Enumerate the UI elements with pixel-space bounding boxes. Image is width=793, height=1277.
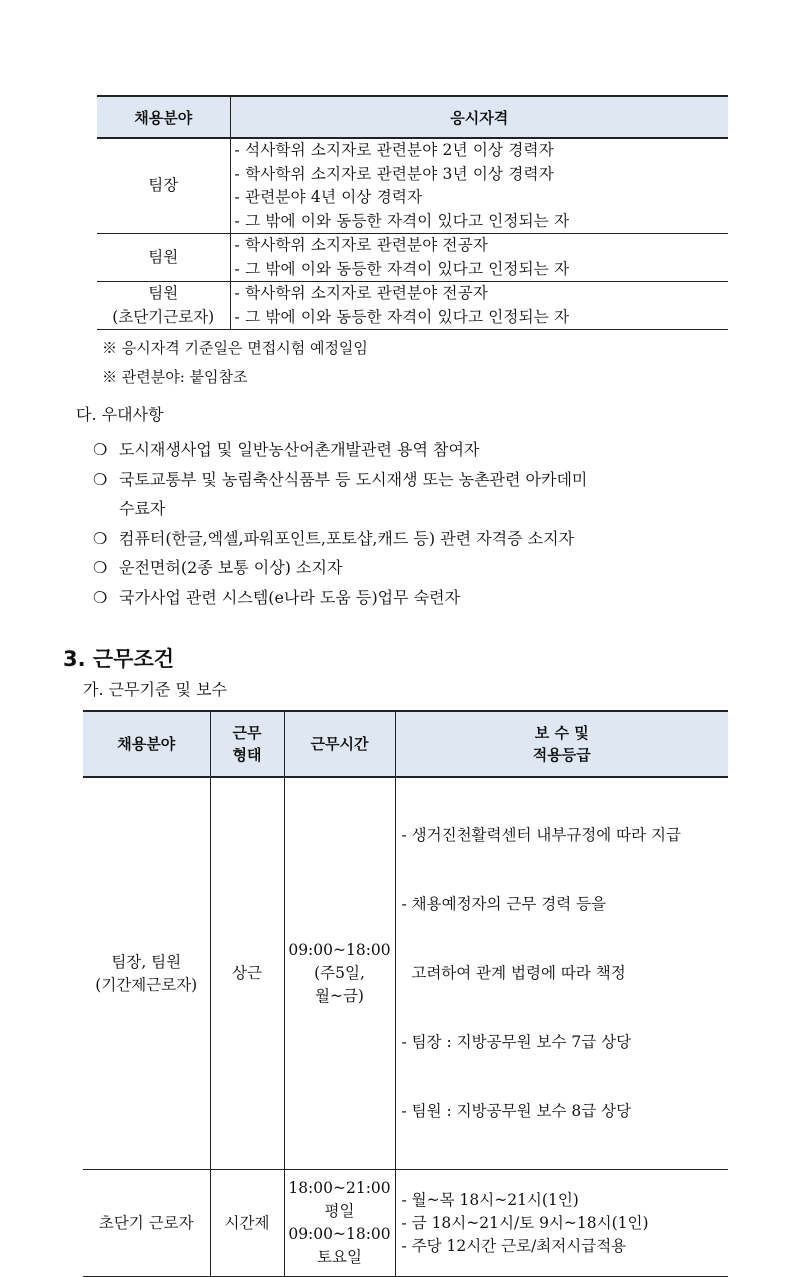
list-item: ❍ 국가사업 관련 시스템(e나라 도움 등)업무 숙련자 — [93, 583, 733, 613]
role-cell — [97, 282, 230, 330]
header-field: 채용분야 — [83, 711, 210, 777]
role-label: 팀원 — [148, 284, 179, 302]
qualification-item: - 관련분야 4년 이상 경력자 — [234, 188, 423, 206]
table-row — [97, 138, 728, 234]
header-work-type: 근무 형태 — [210, 711, 284, 777]
pay-cell: - 월~목 18시~21시(1인) - 금 18시~21시/토 9시~18시(1인) - 주당 12시간 근로/최저시급적용 — [395, 1170, 728, 1277]
header-field: 채용분야 — [97, 96, 230, 138]
note-related-field: ※ 관련분야: 붙임참조 — [102, 368, 248, 386]
header-qualification: 응시자격 — [230, 96, 728, 138]
circle-bullet-icon: ❍ — [93, 440, 108, 459]
table-row — [97, 282, 728, 330]
list-item: ❍ 도시재생사업 및 일반농산어촌개발관련 용역 참여자 — [93, 435, 733, 465]
circle-bullet-icon: ❍ — [93, 587, 108, 607]
circle-bullet-icon: ❍ — [93, 528, 108, 548]
field-cell: 초단기 근로자 — [83, 1170, 210, 1277]
list-item: ❍ 컴퓨터(한글,엑셀,파워포인트,포토샵,캐드 등) 관련 자격증 소지자 — [93, 524, 733, 554]
role-cell — [97, 234, 230, 282]
circle-bullet-icon: ❍ — [93, 469, 108, 489]
header-pay-grade: 보 수 및 적용등급 — [395, 711, 728, 777]
list-item-continuation: 수료자 — [119, 499, 166, 518]
table-row — [83, 1170, 728, 1277]
qualification-item: - 그 밖에 이와 동등한 자격이 있다고 인정되는 자 — [234, 307, 570, 326]
header-work-hours: 근무시간 — [284, 711, 395, 777]
section-title: 3. 근무조건 — [63, 647, 175, 671]
type-cell: 시간제 — [210, 1170, 284, 1277]
list-item: ❍ 국토교통부 및 농림축산식품부 등 도시재생 또는 농촌관련 아카데미 — [93, 465, 733, 495]
preference-list — [93, 435, 733, 612]
section-subtitle: 가. 근무기준 및 보수 — [83, 680, 227, 699]
table-row — [83, 777, 728, 1170]
hours-cell: 09:00~18:00 (주5일, 월~금) — [284, 777, 395, 1170]
type-cell: 상근 — [210, 777, 284, 1170]
qualification-item: - 그 밖에 이와 동등한 자격이 있다고 인정되는 자 — [234, 259, 570, 278]
note-criteria-date: ※ 응시자격 기준일은 면접시험 예정일임 — [102, 339, 368, 357]
circle-bullet-icon: ❍ — [93, 558, 108, 577]
field-cell: 팀장, 팀원 (기간제근로자) — [83, 777, 210, 1170]
qualification-item: - 그 밖에 이와 동등한 자격이 있다고 인정되는 자 — [234, 211, 570, 230]
table-row — [97, 234, 728, 282]
work-conditions-table — [83, 710, 728, 1277]
qualification-item: - 학사학위 소지자로 관련분야 3년 이상 경력자 — [234, 164, 554, 183]
role-cell — [97, 138, 230, 234]
qualification-cell — [230, 282, 728, 330]
pay-cell: - 생거진천활력센터 내부규정에 따라 지급 - 채용예정자의 근무 경력 등을 고려하여 관계 법령에 따라 책정 - 팀장 : 지방공무원 보수 7급 상당 - 팀원 : 지방공무원 보수 8급 상당 — [395, 777, 728, 1170]
preference-heading: 다. 우대사항 — [76, 405, 164, 424]
list-item: ❍ 운전면허(2종 보통 이상) 소지자 — [93, 553, 733, 583]
role-label: 팀장 — [148, 176, 179, 195]
qualification-cell — [230, 138, 728, 234]
hours-cell: 18:00~21:00 평일 09:00~18:00 토요일 — [284, 1170, 395, 1277]
qualification-table — [97, 95, 728, 330]
role-label: (초단기근로자) — [112, 307, 215, 326]
qualification-cell — [230, 234, 728, 282]
qualification-item: - 학사학위 소지자로 관련분야 전공자 — [234, 284, 489, 302]
qualification-item: - 학사학위 소지자로 관련분야 전공자 — [234, 236, 489, 254]
role-label: 팀원 — [148, 247, 179, 266]
qualification-item: - 석사학위 소지자로 관련분야 2년 이상 경력자 — [234, 141, 554, 159]
